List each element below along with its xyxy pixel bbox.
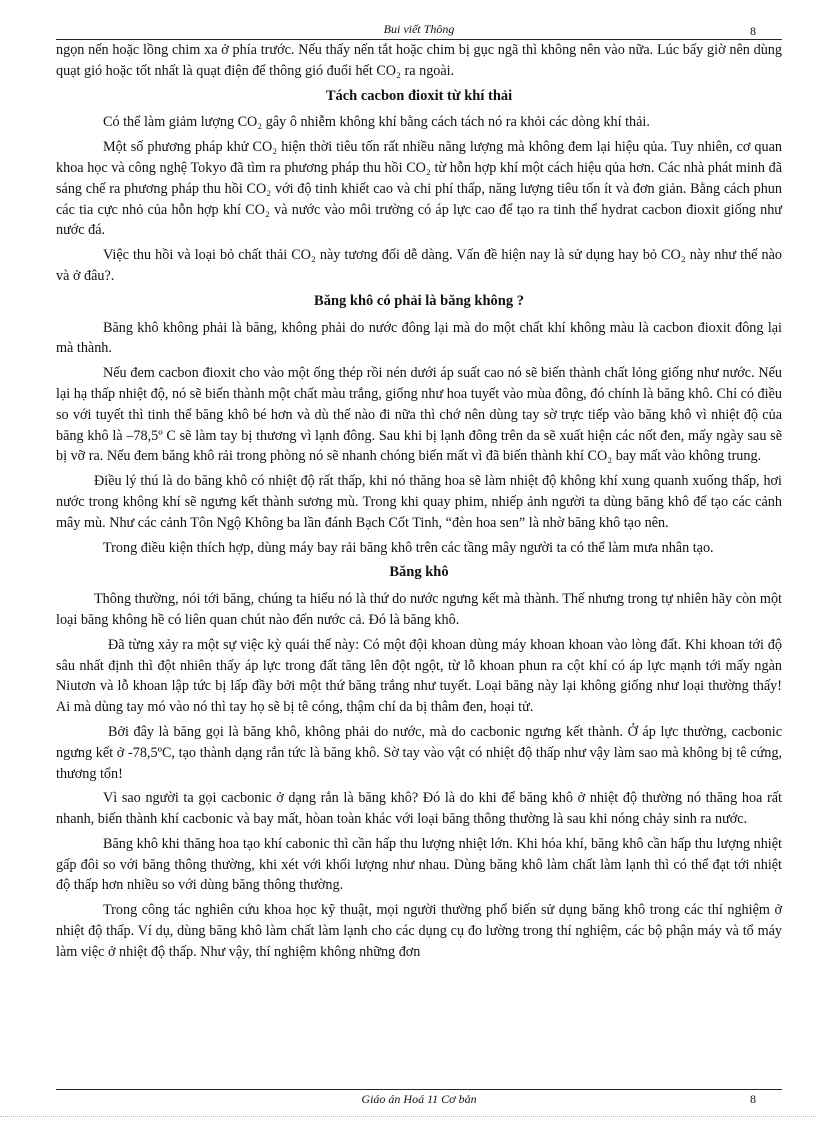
header-title: Bui viết Thông — [383, 22, 455, 36]
heading-co2-separation: Tách cacbon đioxit từ khí thải — [325, 87, 513, 104]
page-footer — [56, 1089, 782, 1111]
paragraph: Điều lý thú là do băng khô có nhiệt độ rất thấp, khi nó thăng hoa sẽ làm nhiệt độ không khí xung quanh xuống thấp, hơi nước trong không khí sẽ ngưng kết thành sương mù. Trong khi quay phim, nhiếp ảnh người ta dùng băng khô để tạo các cảnh mây mù. Như các cảnh Tôn Ngộ Không ba lần đánh Bạch Cốt Tinh, “đèn hoa sen” là nhờ băng khô tạo nên. — [56, 473, 782, 531]
header-page-number: 8 — [750, 24, 756, 38]
heading-dry-ice-question: Băng khô có phải là băng không ? — [314, 292, 524, 309]
heading-dry-ice: Băng khô — [389, 564, 449, 581]
page-edge-divider — [0, 1116, 816, 1117]
footer-title: Giáo án Hoá 11 Cơ bản — [361, 1092, 477, 1106]
paragraph: Trong điều kiện thích hợp, dùng máy bay rải băng khô trên các tầng mây người ta có thể làm mưa nhân tạo. — [103, 539, 714, 556]
document-page — [56, 0, 782, 1123]
paragraph: Bởi đây là băng gọi là băng khô, không phải do nước, mà do cacbonic ngưng kết thành. Ở áp lực thường, cacbonic ngưng kết ở -78,5ºC, tạo thành dạng rắn tức là băng khô. Sờ tay vào vật có nhiệt độ thấp như vậy làm sao mà không bị tê cứng, thương tổn! — [56, 723, 782, 782]
document-body — [56, 40, 782, 967]
page-header — [56, 22, 782, 42]
paragraph: Có thể làm giảm lượng CO₂ gây ô nhiễm không khí bằng cách tách nó ra khỏi các dòng khí thải. — [103, 114, 650, 131]
paragraph: Đã từng xảy ra một sự việc kỳ quái thế này: Có một đội khoan dùng máy khoan khoan vào lòng đất. Khi khoan tới độ sâu nhất định thì đột nhiên thấy áp lực trong đất tăng lên đột ngột, từ lỗ khoan phun ra cột khí có áp lực mạnh tới mấy ngàn Niutơn và lỗ khoan lập tức bị lấp đầy bởi một thứ băng trắng như tuyết. Loại băng này lại không giống như loại thường thấy! Ai mà dùng tay mó vào nó thì tay họ sẽ bị tê cóng, thậm chí da bị thâm đen, hoại tử. — [56, 636, 782, 716]
paragraph: Băng khô không phải là băng, không phải do nước đông lại mà do một chất khí không màu là cacbon đioxit đông lại mà thành. — [56, 319, 782, 357]
paragraph: Một số phương pháp khử CO₂ hiện thời tiêu tốn rất nhiều năng lượng mà không đem lại hiệu qủa. Tuy nhiên, cơ quan khoa học và công nghệ Tokyo đã tìm ra phương pháp thu hồi CO₂ từ hỗn hợp khí một cách hiệu qủa hơn. Các nhà phát minh đã sáng chế ra phương pháp thu hồi CO₂ với độ tinh khiết cao và chi phí thấp, năng lượng tiêu tốn ít và đơn giản. Bằng cách phun các tia cực nhỏ của hỗn hợp khí CO₂ và nước vào môi trường có áp lực cao để tạo ra tinh thể hydrat cacbon đioxit giống như nước đá. — [56, 139, 782, 239]
paragraph: Thông thường, nói tới băng, chúng ta hiểu nó là thứ do nước ngưng kết mà thành. Thế nhưng trong tự nhiên hãy còn một loại băng không hề có liên quan chút nào đến nước cả. Đó là băng khô. — [56, 591, 782, 628]
footer-page-number: 8 — [750, 1092, 756, 1106]
paragraph: Nếu đem cacbon đioxit cho vào một ống thép rồi nén dưới áp suất cao nó sẽ biến thành chất lỏng giống như nước. Nếu lại hạ thấp nhiệt độ, nó sẽ biến thành một chất màu trắng, giống như hoa tuyết vào mùa đông, đó chính là băng khô. Chỉ có điều so với tuyết thì tinh thể băng khô bé hơn và dù thế nào đi nữa thì chớ nên dùng tay sờ trực tiếp vào băng khô vì nhiệt độ của băng khô là –78,5º C sẽ làm tay bị thương vì lạnh đông. Sau khi bị lạnh đông trên da sẽ xuất hiện các nốt đen, mấy ngày sau sẽ bị vỡ ra. Nếu đem băng khô rải trong phòng nó sẽ nhanh chóng biến mất vì đã biến thành khí CO₂ bay mất vào không trung. — [56, 365, 782, 465]
footer-rule — [56, 1089, 782, 1090]
paragraph: Trong công tác nghiên cứu khoa học kỹ thuật, mọi người thường phổ biến sử dụng băng khô trong các thí nghiệm ở nhiệt độ thấp. Ví dụ, dùng băng khô làm chất làm lạnh cho các dụng cụ đo lường trong thí nghiệm, các bộ phận máy và tổ máy làm việc ở nhiệt độ thấp. Như vậy, thí nghiệm không những đơn — [56, 902, 782, 960]
paragraph-intro: ngọn nến hoặc lồng chim xa ở phía trước. Nếu thấy nến tắt hoặc chim bị gục ngã thì không nên vào nữa. Lúc bấy giờ nên dùng quạt gió hoặc tốt nhất là quạt điện để thông gió đuổi hết CO₂ ra ngoài. — [56, 42, 782, 79]
paragraph: Băng khô khi thăng hoa tạo khí cabonic thì cần hấp thu lượng nhiệt lớn. Khi hóa khí, băng khô cần hấp thu lượng nhiệt gấp đôi so với băng thông thường, khi xét với khối lượng như nhau. Dùng băng khô làm chất làm lạnh thì có thể đạt tới nhiệt độ thấp hơn nhiều so với dùng băng thông thường. — [56, 835, 782, 894]
paragraph: Vì sao người ta gọi cacbonic ở dạng rắn là băng khô? Đó là do khi để băng khô ở nhiệt độ thường nó thăng hoa rất nhanh, biến thành khí cacbonic và bay mất, hòan toàn khác với loại băng thông thường là sau khi nóng chảy sinh ra nước. — [56, 790, 782, 828]
paragraph: Việc thu hồi và loại bỏ chất thải CO₂ này tương đối dễ dàng. Vấn đề hiện nay là sử dụng hay bỏ CO₂ này như thế nào và ở đâu?. — [56, 247, 782, 284]
